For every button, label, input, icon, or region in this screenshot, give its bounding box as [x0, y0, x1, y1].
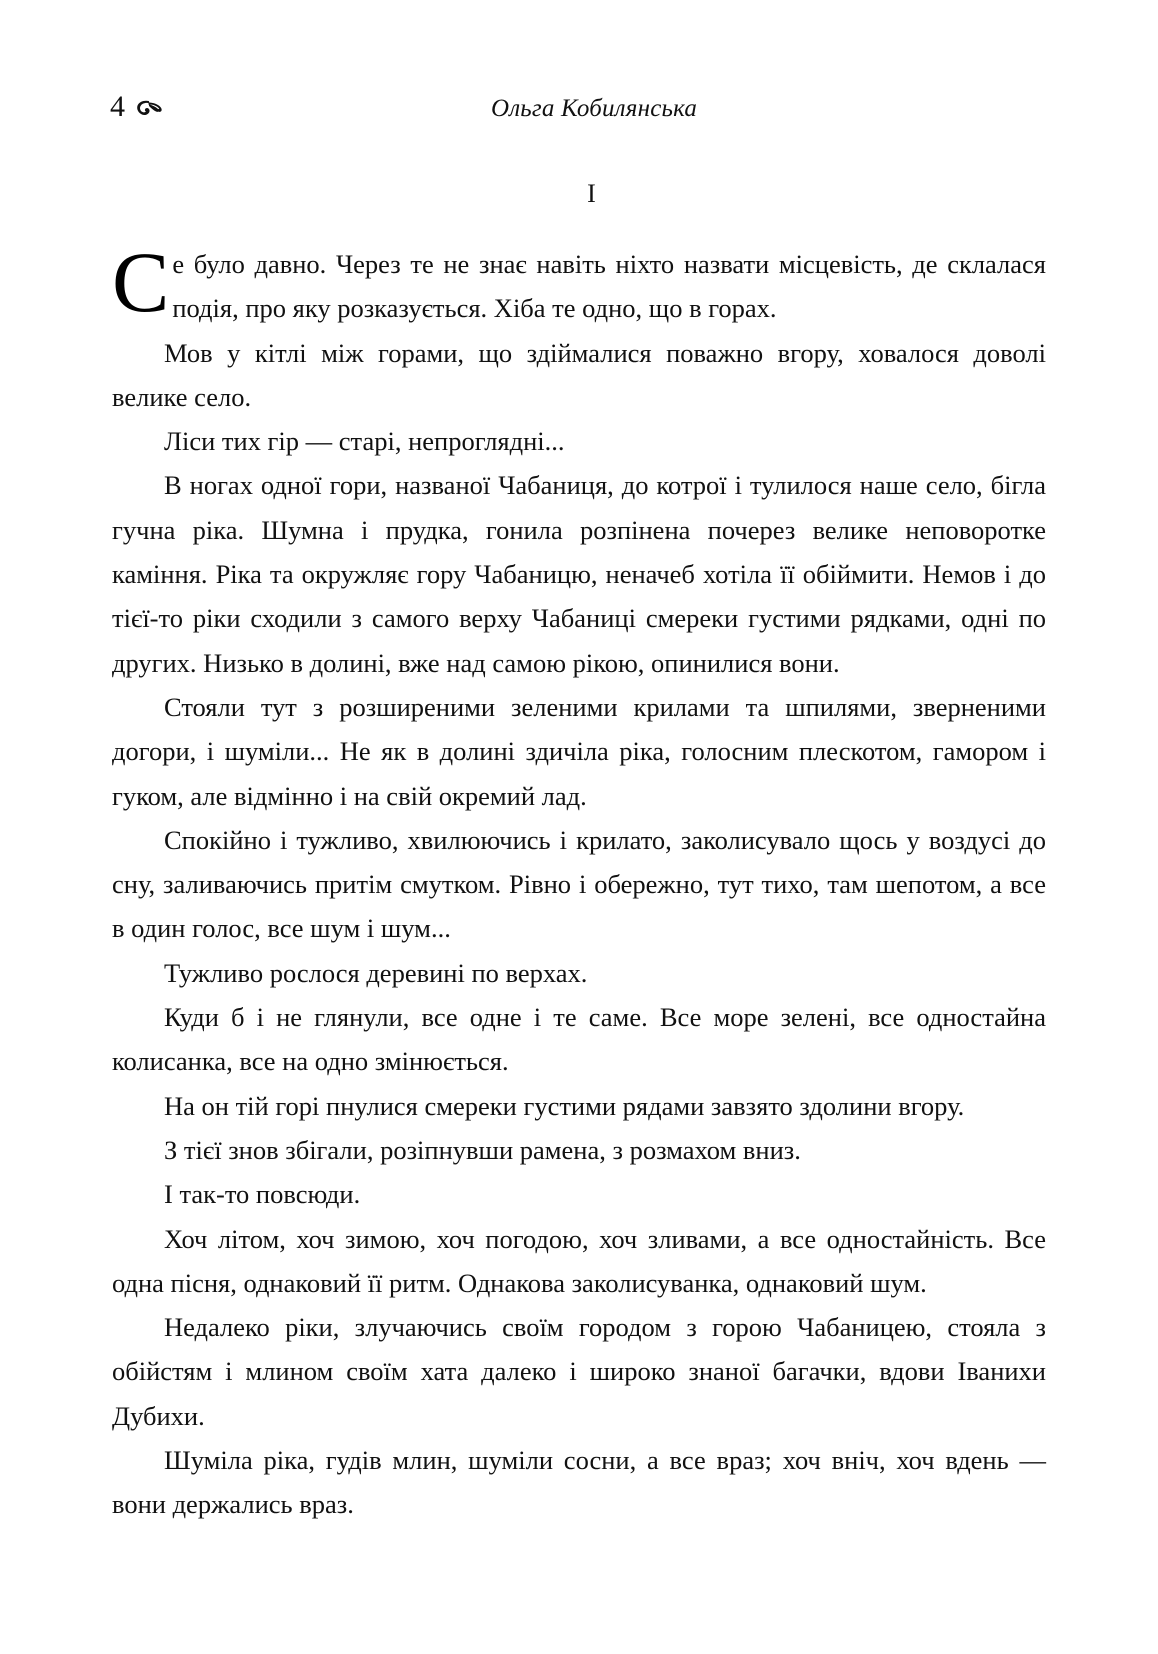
paragraph-text: Недалеко ріки, злучаючись своїм городом з горою Чабаницею, стояла з обійстям і млином своїм хата далеко і широко знаної багачки, вдови Іванихи Дубихи. — [112, 1312, 1046, 1431]
paragraph — [112, 1438, 1046, 1527]
paragraph-text: Ліси тих гір — старі, непроглядні... — [164, 426, 565, 457]
running-header — [110, 92, 1048, 128]
paragraph-text: З тієї знов збігали, розіпнувши рамена, з розмахом вниз. — [164, 1134, 801, 1165]
paragraph — [112, 951, 1046, 995]
paragraph-text: Стояли тут з розширеними зеленими крилами та шпилями, зверненими догори, і шуміли... Не як в долині здичіла ріка, голосним плескотом, гамором і гуком, але відмінно і на свій окремий лад. — [112, 691, 1046, 811]
paragraph — [112, 234, 1046, 331]
paragraph-text: Хоч літом, хоч зимою, хоч погодою, хоч зливами, а все одностайність. Все одна пісня, однаковий її ритм. Однакова заколисуванка, однаковий шум. — [112, 1223, 1046, 1298]
paragraph — [112, 463, 1046, 684]
paragraph — [112, 1305, 1046, 1438]
paragraph-text: Куди б і не глянули, все одне і те саме. Все море зелені, все одностайна колисанка, все на одно змінюється. — [112, 1002, 1046, 1077]
paragraph-text: Шуміла ріка, гудів млин, шуміли сосни, а все враз; хоч вніч, хоч вдень — вони держались враз. — [112, 1445, 1046, 1520]
paragraph-text: На он тій горі пнулися смереки густими рядами завзято здолини вгору. — [164, 1090, 965, 1121]
running-title: Ольга Кобилянська — [490, 95, 698, 122]
paragraph — [112, 331, 1046, 420]
chapter-number: I — [587, 179, 596, 208]
paragraph — [112, 995, 1046, 1084]
paragraph — [112, 1172, 1046, 1216]
paragraph — [112, 419, 1046, 463]
paragraph-text: е було давно. Через те не знає навіть ніхто назвати місцевість, де склалася подія, про яку розказується. Хіба те одно, що в горах. — [172, 249, 1046, 324]
paragraph — [112, 818, 1046, 951]
paragraph-text: Тужливо рослося деревині по верхах. — [164, 957, 588, 988]
body-text — [112, 234, 1046, 1527]
paragraph-text: Мов у кітлі між горами, що здіймалися поважно вгору, ховалося доволі велике село. — [112, 337, 1046, 412]
paragraph — [112, 1217, 1046, 1306]
paragraph-text: І так-то повсюди. — [164, 1179, 361, 1210]
paragraph — [112, 1084, 1046, 1128]
paragraph — [112, 1128, 1046, 1172]
paragraph-text: Спокійно і тужливо, хвилюючись і крилато, заколисувало щось у воздусі до сну, заливаючись притім смутком. Рівно і обережно, тут тихо, там шепотом, а все в один голос, все шум і шум... — [112, 824, 1046, 944]
drop-cap: С — [112, 234, 170, 330]
paragraph-text: В ногах одної гори, названої Чабаниця, до котрої і тулилося наше село, бігла гучна ріка. Шумна і прудка, гонила розпінена почерез велике неповоротке каміння. Ріка та окружляє гору Чабаницю, неначеб хотіла її обіймити. Немов і до тієї-то ріки сходили з самого верху Чабаниці смереки густими рядками, одні по других. Низько в долині, вже над самою рікою, опинилися вони. — [112, 470, 1046, 678]
paragraph — [112, 685, 1046, 818]
page-number: 4 — [110, 90, 126, 123]
